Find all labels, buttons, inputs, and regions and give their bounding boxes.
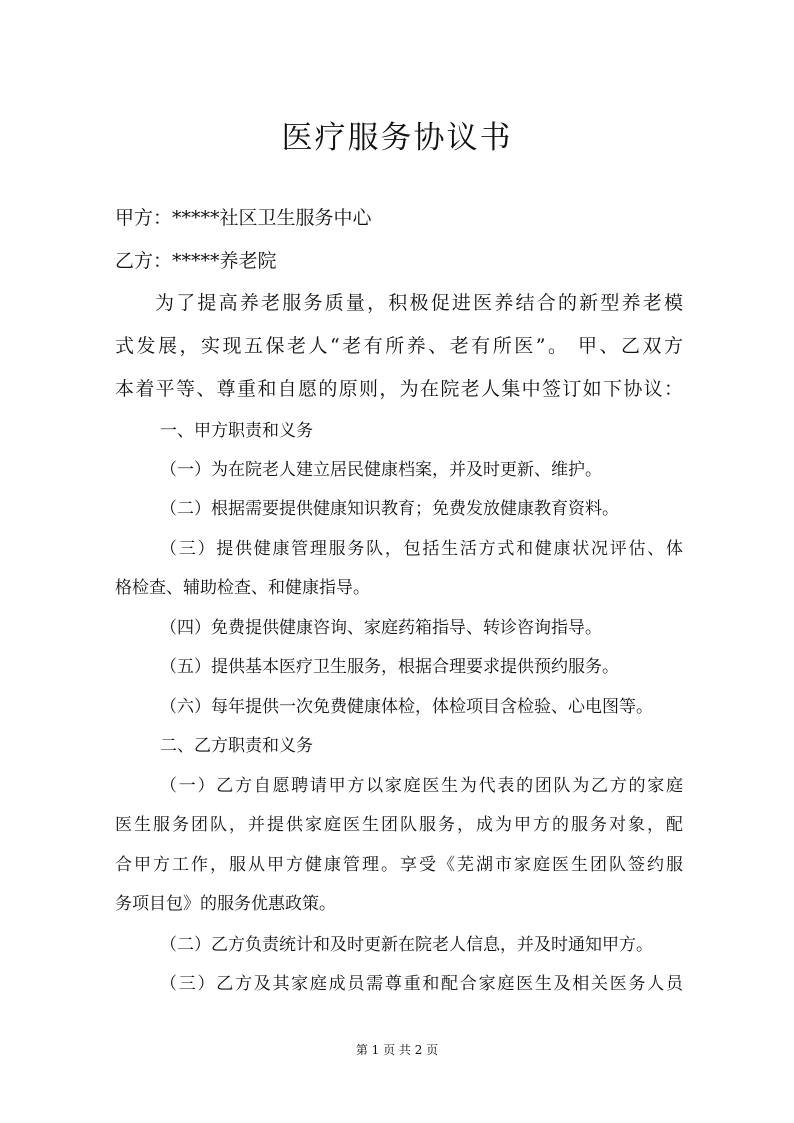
section1-heading: 一、甲方职责和义务	[160, 421, 313, 441]
section2-item-cont: 务项目包》的服务优惠政策。	[115, 894, 336, 914]
section1-item-cont: 格检查、辅助检查、和健康指导。	[115, 578, 370, 598]
party-b: 乙方：*****养老院	[115, 250, 277, 272]
section1-item: （六）每年提供一次免费健康体检，体检项目含检验、心电图等。	[160, 697, 653, 717]
section1-item: （二）根据需要提供健康知识教育；免费发放健康教育资料。	[160, 499, 619, 519]
section2-heading: 二、乙方职责和义务	[160, 736, 313, 756]
intro-line: 为了提高养老服务质量，积极促进医养结合的新型养老模	[155, 292, 683, 314]
section1-item: （五）提供基本医疗卫生服务，根据合理要求提供预约服务。	[160, 657, 619, 677]
intro-line: 本着平等、尊重和自愿的原则，为在院老人集中签订如下协议：	[115, 378, 683, 400]
section2-item-cont: 合甲方工作，服从甲方健康管理。享受《芜湖市家庭医生团队签约服	[115, 855, 683, 875]
intro-line: 式发展，实现五保老人“老有所养、老有所医”。 甲、乙双方	[115, 335, 683, 357]
page-footer: 第 1 页 共 2 页	[355, 1043, 439, 1057]
section2-item: （一）乙方自愿聘请甲方以家庭医生为代表的团队为乙方的家庭	[160, 776, 683, 796]
section1-item: （三）提供健康管理服务队，包括生活方式和健康状况评估、体	[160, 539, 683, 559]
section1-item: （四）免费提供健康咨询、家庭药箱指导、转诊咨询指导。	[160, 618, 602, 638]
section2-item-cont: 医生服务团队，并提供家庭医生团队服务，成为甲方的服务对象，配	[115, 815, 683, 835]
document-title: 医疗服务协议书	[281, 120, 513, 156]
section2-item: （二）乙方负责统计和及时更新在院老人信息，并及时通知甲方。	[160, 935, 653, 955]
section2-item: （三）乙方及其家庭成员需尊重和配合家庭医生及相关医务人员	[160, 974, 683, 994]
party-a: 甲方：*****社区卫生服务中心	[115, 207, 372, 229]
section1-item: （一）为在院老人建立居民健康档案，并及时更新、维护。	[160, 460, 602, 480]
